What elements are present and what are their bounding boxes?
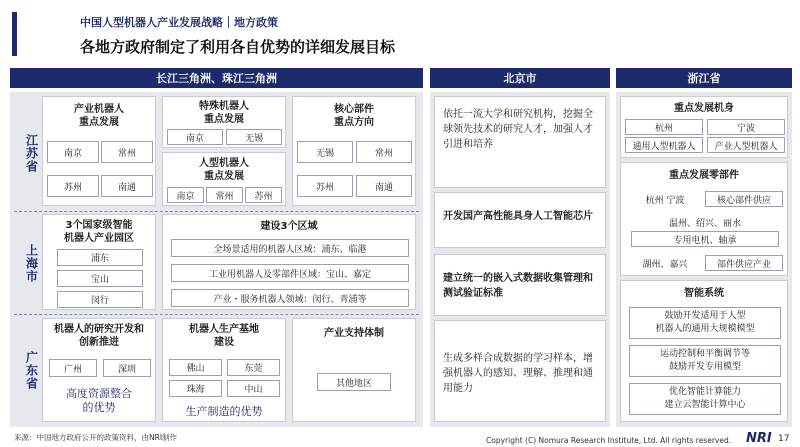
zhejiang-parts-box bbox=[620, 162, 788, 276]
nri-logo: NRI bbox=[746, 431, 772, 446]
city-cell: 常州 bbox=[356, 141, 412, 163]
column-header-zhejiang: 浙江省 bbox=[616, 68, 792, 88]
zhejiang-smart-box bbox=[620, 280, 788, 422]
city-cell: 杭州 bbox=[625, 119, 703, 135]
zhejiang-body-title: 重点发展机身 bbox=[674, 103, 734, 114]
region-divider bbox=[14, 211, 419, 212]
zone-cell: 全场景适用的机器人区域：浦东、临港 bbox=[171, 239, 409, 257]
city-cell: 南京 bbox=[167, 129, 223, 145]
guangdong-rnd-title: 机器人的研究开发和 创新推进 bbox=[54, 324, 144, 348]
jiangsu-special-box bbox=[162, 96, 286, 148]
zone-cell: 产业・服务机器人领域：闵行、青浦等 bbox=[171, 289, 409, 307]
parts-city: 湖州、嘉兴 bbox=[642, 259, 688, 270]
zhejiang-parts-title: 重点发展零部件 bbox=[669, 170, 739, 181]
type-cell: 产业人型机器人 bbox=[707, 137, 785, 153]
beijing-item bbox=[434, 254, 606, 316]
column-header-beijing: 北京市 bbox=[430, 68, 610, 88]
city-cell: 南京 bbox=[47, 141, 99, 163]
beijing-item-text: 开发国产高性能具身人工智能芯片 bbox=[443, 211, 593, 222]
shanghai-parks-title: 3个国家级智能 机器人产业园区 bbox=[64, 220, 134, 244]
city-cell: 广州 bbox=[49, 359, 97, 377]
beijing-item bbox=[434, 320, 606, 422]
jiangsu-label: 江苏省 bbox=[24, 133, 39, 173]
shanghai-parks-box bbox=[42, 214, 156, 310]
beijing-item-text: 建立统一的嵌入式数据收集管理和测试验证标准 bbox=[443, 273, 593, 299]
zone-cell: 工业用机器人及零部件区域：宝山、嘉定 bbox=[171, 264, 409, 282]
guangdong-production-box bbox=[162, 318, 286, 422]
guangdong-support-title: 产业支持体制 bbox=[324, 328, 384, 339]
parts-cell: 专用电机、轴承 bbox=[631, 231, 779, 247]
parts-city: 杭州 宁波 bbox=[645, 195, 685, 206]
jiangsu-core-title: 核心部件 重点方向 bbox=[334, 104, 374, 128]
guangdong-production-note: 生产制造的优势 bbox=[185, 405, 263, 418]
city-cell: 南通 bbox=[356, 175, 412, 197]
beijing-item bbox=[434, 192, 606, 248]
city-cell: 苏州 bbox=[245, 187, 282, 203]
city-cell: 东莞 bbox=[227, 359, 280, 376]
source-note: 来源：中国地方政府公开的政策资料，由NRI制作 bbox=[14, 433, 178, 442]
beijing-item-text: 依托一流大学和研究机构，挖掘全球领先技术的研究人才，加强人才引进和培养 bbox=[443, 109, 593, 150]
smart-cell: 运动控制和平衡调节等 鼓励开发专用模型 bbox=[629, 345, 781, 377]
city-cell: 中山 bbox=[227, 380, 280, 397]
beijing-item-text: 生成多样合成数据的学习样本，增强机器人的感知、理解、推理和通用能力 bbox=[443, 353, 593, 394]
column-header-yangtze-pearl: 长江三角洲、珠江三角洲 bbox=[10, 68, 423, 88]
shanghai-zones-title: 建设3个区域 bbox=[260, 221, 318, 232]
city-cell: 苏州 bbox=[297, 175, 353, 197]
zhejiang-body-box bbox=[620, 96, 788, 158]
park-cell: 闵行 bbox=[57, 291, 143, 308]
page-number: 17 bbox=[778, 434, 790, 444]
park-cell: 宝山 bbox=[57, 270, 143, 287]
park-cell: 浦东 bbox=[57, 249, 143, 266]
city-cell: 珠海 bbox=[169, 380, 222, 397]
parts-cell: 部件供应产业 bbox=[705, 255, 783, 271]
city-cell: 常州 bbox=[206, 187, 243, 203]
guangdong-production-title: 机器人生产基地 建设 bbox=[189, 324, 259, 348]
page-title: 各地方政府制定了利用各自优势的详细发展目标 bbox=[80, 38, 396, 56]
shanghai-zones-box bbox=[162, 214, 416, 310]
city-cell: 无锡 bbox=[297, 141, 353, 163]
region-divider bbox=[14, 314, 419, 315]
page-subtitle: 中国人型机器人产业发展战略｜地方政策 bbox=[80, 16, 278, 29]
city-cell: 常州 bbox=[101, 141, 153, 163]
guangdong-rnd-note: 高度资源整合 的优势 bbox=[66, 387, 132, 414]
smart-cell: 鼓励开发适用于人型 机器人的通用大规模模型 bbox=[629, 307, 781, 339]
city-cell: 无锡 bbox=[226, 129, 282, 145]
guangdong-label: 广东省 bbox=[24, 350, 39, 390]
type-cell: 通用人型机器人 bbox=[625, 137, 703, 153]
jiangsu-industrial-box bbox=[42, 96, 156, 206]
title-accent-bar bbox=[12, 12, 17, 56]
beijing-item bbox=[434, 96, 606, 188]
city-cell: 南通 bbox=[101, 175, 153, 197]
parts-city: 温州、绍兴、丽水 bbox=[668, 218, 741, 229]
shanghai-label: 上海市 bbox=[24, 243, 39, 283]
jiangsu-special-title: 特殊机器人 重点发展 bbox=[199, 101, 249, 125]
city-cell: 深圳 bbox=[103, 359, 151, 377]
guangdong-support-box bbox=[292, 318, 416, 422]
city-cell: 苏州 bbox=[47, 175, 99, 197]
jiangsu-industrial-title: 产业机器人 重点发展 bbox=[74, 104, 124, 128]
city-cell: 佛山 bbox=[169, 359, 222, 376]
parts-cell: 核心部件供应 bbox=[705, 191, 783, 207]
area-cell: 其他地区 bbox=[317, 373, 391, 391]
jiangsu-humanoid-title: 人型机器人 重点发展 bbox=[199, 158, 249, 182]
smart-cell: 优化智能计算能力 建立云智能计算中心 bbox=[629, 383, 781, 415]
jiangsu-core-box bbox=[292, 96, 416, 206]
zhejiang-smart-title: 智能系统 bbox=[684, 288, 724, 299]
city-cell: 宁波 bbox=[707, 119, 785, 135]
city-cell: 南京 bbox=[167, 187, 204, 203]
guangdong-rnd-box bbox=[42, 318, 156, 422]
copyright: Copyright (C) Nomura Research Institute, Ltd. All rights reserved. bbox=[486, 436, 732, 445]
jiangsu-humanoid-box bbox=[162, 152, 286, 206]
